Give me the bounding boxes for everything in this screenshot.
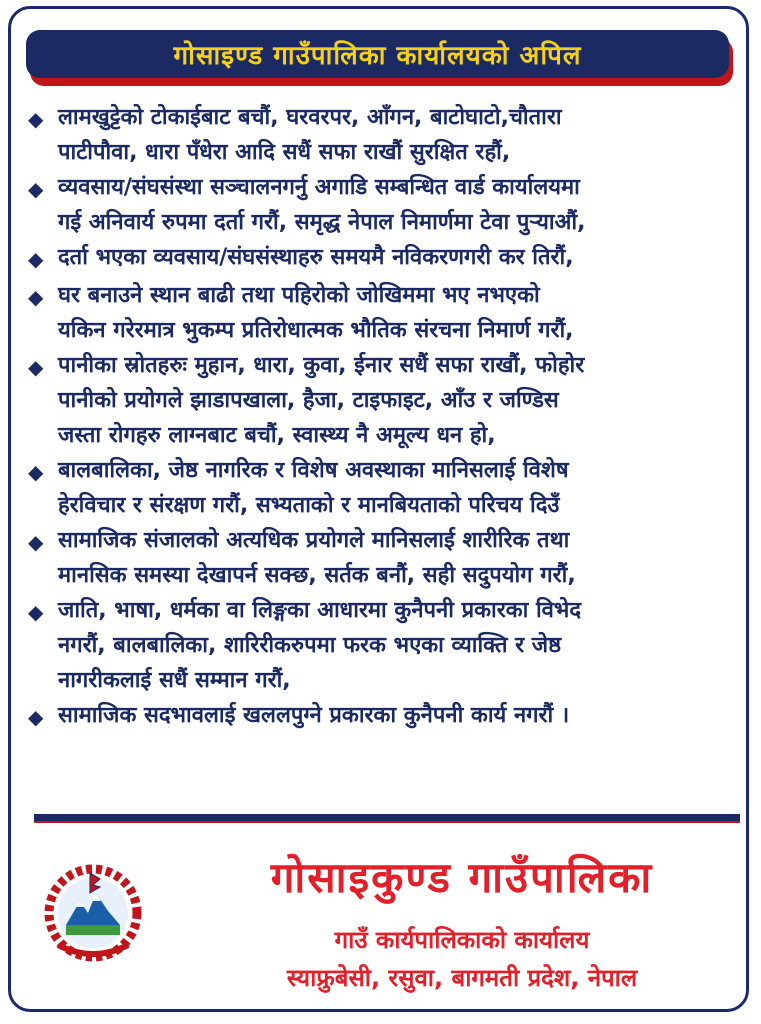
appeal-text bbox=[58, 278, 574, 348]
appeal-text bbox=[58, 593, 581, 698]
diamond-bullet-icon: ◆ bbox=[28, 285, 44, 309]
appeal-item-6 bbox=[28, 453, 743, 523]
appeal-item-4 bbox=[28, 278, 743, 348]
diamond-bullet-icon: ◆ bbox=[28, 177, 44, 201]
appeal-item-2 bbox=[28, 170, 743, 240]
appeal-item-5 bbox=[28, 348, 743, 453]
appeal-item-8 bbox=[28, 593, 743, 698]
appeal-line: जाति, भाषा, धर्मका वा लिङ्गका आधारमा कुनैपनी प्रकारका विभेद bbox=[58, 598, 582, 623]
diamond-bullet-icon: ◆ bbox=[28, 460, 44, 484]
office-subtitle: गाउँ कार्यपालिकाको कार्यालय bbox=[334, 926, 590, 954]
title-banner bbox=[26, 30, 729, 78]
poster-title: गोसाइण्ड गाउँपालिका कार्यालयको अपिल bbox=[173, 41, 582, 71]
footer-divider bbox=[34, 814, 740, 821]
appeal-line: बालबालिका, जेष्ठ नागरिक र विशेष अवस्थाका मानिसलाई विशेष bbox=[58, 458, 569, 483]
appeal-item-1 bbox=[28, 100, 743, 170]
appeal-item-3 bbox=[28, 240, 743, 278]
nepal-government-emblem-icon bbox=[38, 863, 148, 963]
appeal-line: जस्ता रोगहरु लाग्नबाट बचौं, स्वास्थ्य नै अमूल्य धन हो, bbox=[58, 423, 496, 448]
appeal-text bbox=[58, 170, 585, 240]
appeal-line: पानीको प्रयोगले झाडापखाला, हैजा, टाइफाइट, आँउ र जण्डिस bbox=[58, 388, 559, 413]
appeal-line: व्यवसाय/संघसंस्था सञ्चालनगर्नु अगाडि सम्बन्धित वार्ड कार्यालयमा bbox=[58, 175, 580, 200]
diamond-bullet-icon: ◆ bbox=[28, 355, 44, 379]
appeal-line: मानसिक समस्या देखापर्न सक्छ, सर्तक बनौं, सही सदुपयोग गरौं, bbox=[58, 563, 576, 588]
appeal-item-7 bbox=[28, 523, 743, 593]
appeal-line: गई अनिवार्य रुपमा दर्ता गरौं, समृद्ध नेपाल निमार्णमा टेवा पुऱ्याऔं, bbox=[58, 210, 586, 235]
appeal-item-9 bbox=[28, 698, 743, 736]
appeal-line: हेरविचार र संरक्षण गरौं, सभ्यताको र मानबियताको परिचय दिउँ bbox=[58, 493, 560, 518]
appeal-text bbox=[58, 348, 584, 453]
appeal-line: यकिन गरेरमात्र भुकम्प प्रतिरोधात्मक भौतिक संरचना निमार्ण गरौं, bbox=[58, 318, 574, 343]
appeal-line: सामाजिक संजालको अत्यधिक प्रयोगले मानिसलाई शारीरिक तथा bbox=[58, 528, 570, 553]
appeal-text bbox=[58, 698, 569, 733]
diamond-bullet-icon: ◆ bbox=[28, 705, 44, 729]
appeal-text bbox=[58, 240, 574, 275]
appeal-list bbox=[28, 100, 743, 736]
appeal-line: पाटीपौवा, धारा पँधेरा आदि सधैं सफा राखौं सुरक्षित रहौं, bbox=[58, 140, 511, 165]
appeal-line: सामाजिक सदभावलाई खललपुग्ने प्रकारका कुनैपनी कार्य नगरौं । bbox=[58, 703, 570, 728]
office-address: स्याफ्रुबेसी, रसुवा, बागमती प्रदेश, नेपाल bbox=[286, 964, 638, 992]
appeal-line: दर्ता भएका व्यवसाय/संघसंस्थाहरु समयमै नविकरणगरी कर तिरौं, bbox=[58, 245, 574, 270]
diamond-bullet-icon: ◆ bbox=[28, 600, 44, 624]
appeal-text bbox=[58, 100, 562, 170]
appeal-line: नागरीकलाई सधैं सम्मान गरौं, bbox=[58, 668, 291, 693]
appeal-line: पानीका स्रोतहरुः मुहान, धारा, कुवा, ईनार सधैं सफा राखौं, फोहोर bbox=[58, 353, 585, 378]
appeal-line: लामखुट्टेको टोकाईबाट बचौं, घरवरपर, आँगन, बाटोघाटो,चौतारा bbox=[58, 105, 562, 130]
diamond-bullet-icon: ◆ bbox=[28, 530, 44, 554]
municipality-name: गोसाइकुण्ड गाउँपालिका bbox=[270, 853, 654, 902]
appeal-line: घर बनाउने स्थान बाढी तथा पहिरोको जोखिममा भए नभएको bbox=[58, 283, 540, 308]
diamond-bullet-icon: ◆ bbox=[28, 107, 44, 131]
diamond-bullet-icon: ◆ bbox=[28, 247, 44, 271]
appeal-line: नगरौं, बालबालिका, शारिरीकरुपमा फरक भएका व्याक्ति र जेष्ठ bbox=[58, 633, 562, 658]
footer-divider-accent bbox=[34, 821, 740, 823]
appeal-text bbox=[58, 453, 569, 523]
appeal-text bbox=[58, 523, 576, 593]
